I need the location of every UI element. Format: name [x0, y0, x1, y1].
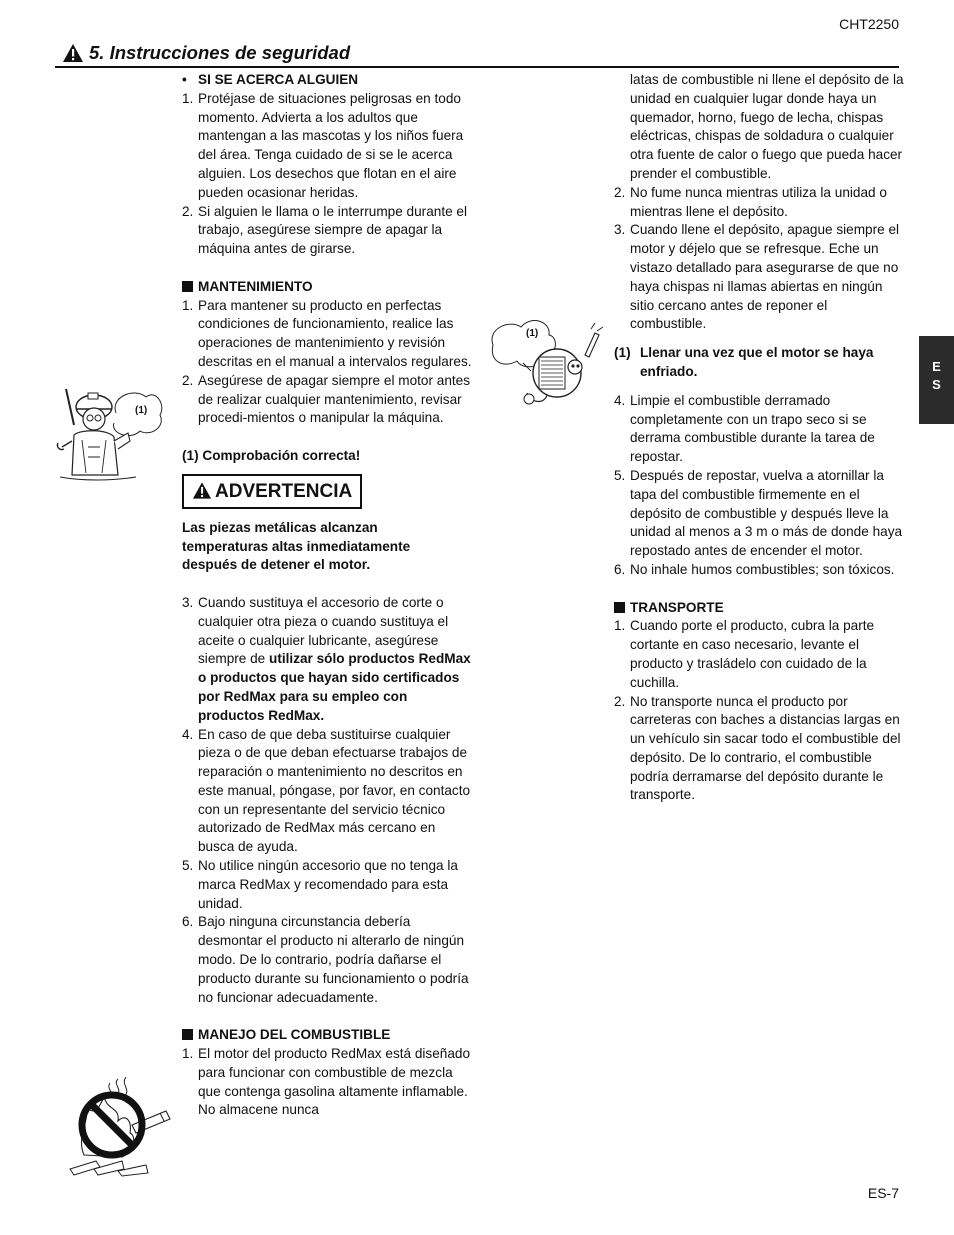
list-item: 1. Cuando porte el producto, cubra la parte cortante en caso necesario, levante el producto y trasládelo con cuidado de la cuchilla.	[614, 618, 875, 690]
fuel-list-a	[614, 184, 904, 334]
warning-title: ADVERTENCIA	[215, 480, 353, 502]
list-item: 1. Protéjase de situaciones peligrosas en todo momento. Advierta a los adultos que mantengan a las mascotas y los niños fuera del área. Tenga cuidado de si se le acerca alguien. Los desechos que flotan en el aire pueden ocasionar heridas.	[182, 90, 464, 200]
list-item: 4. Limpie el combustible derramado completamente con un trapo seco si se derrama combustible durante la tarea de repostar.	[614, 392, 875, 465]
language-tab	[919, 336, 954, 424]
list-item: 2. No transporte nunca el producto por carreteras con baches a distancias largas en un vehículo sin sacar todo el combustible del depósito. De lo contrario, el combustible podría derramarse del depósito durante le transporte.	[614, 693, 901, 803]
figure-label: (1)	[526, 328, 539, 339]
figure-label: (1)	[135, 405, 148, 416]
square-bullet-icon	[182, 1029, 193, 1040]
engine-figure-icon	[487, 315, 605, 410]
worker-illustration	[52, 385, 164, 485]
left-column	[182, 71, 472, 1120]
maintenance-list	[182, 297, 472, 429]
transport-heading: TRANSPORTE	[614, 599, 904, 618]
worker-figure-icon	[52, 385, 164, 485]
language-tab-letter: S	[932, 377, 941, 392]
square-bullet-icon	[614, 602, 625, 613]
fuel-heading: MANEJO DEL COMBUSTIBLE	[182, 1026, 472, 1045]
list-item: 1. Para mantener su producto en perfectas condiciones de funcionamiento, realice las operaciones de mantenimiento y revisión descritas en el manual a intervalos regulares.	[182, 297, 472, 369]
list-item: 2. Si alguien le llama o le interrumpe durante el trabajo, asegúrese siempre de apagar la máquina antes de girarse.	[182, 203, 468, 257]
approach-heading: • SI SE ACERCA ALGUIEN	[182, 71, 472, 90]
no-fire-illustration	[66, 1077, 174, 1177]
list-item: 4. En caso de que deba sustituirse cualquier pieza o de que deban efectuarse trabajos de reparación o mantenimiento no descritos en este manual, póngase, por favor, en contacto con un representante del servicio técnico autorizado de RedMax más cercano en busca de ayuda.	[182, 726, 471, 855]
page-number: ES-7	[867, 1185, 899, 1201]
figure-caption: (1) Llenar una vez que el motor se haya enfriado.	[614, 345, 874, 379]
list-item: 6. No inhale humos combustibles; son tóxicos.	[614, 561, 895, 577]
warning-triangle-icon	[192, 481, 212, 500]
right-column	[614, 71, 904, 805]
no-smoking-icon	[66, 1077, 174, 1177]
list-item: 5. No utilice ningún accesorio que no tenga la marca RedMax y recomendado para esta unidad.	[182, 858, 458, 911]
section-header	[55, 40, 899, 68]
maintenance-heading: MANTENIMIENTO	[182, 278, 472, 297]
warning-triangle-icon	[62, 43, 84, 63]
list-item: 3. Cuando sustituya el accesorio de corte o cualquier otra pieza o cuando sustituya el aceite o cualquier lubricante, asegúrese siempre de utilizar sólo productos RedMax o productos que hayan sido certificados por RedMax para su empleo con productos RedMax.	[182, 594, 471, 723]
maintenance-list-continued	[182, 594, 472, 1008]
model-code: CHT2250	[839, 16, 899, 32]
engine-illustration	[487, 315, 605, 410]
list-item: 5. Después de repostar, vuelva a atornillar la tapa del combustible firmemente en el depósito de combustible y después lleve la unidad al menos a 3 m o más de donde haya repostado antes de encender el motor.	[614, 467, 903, 559]
figure-caption: (1) Comprobación correcta!	[182, 447, 361, 463]
list-item: 2. No fume nunca mientras utiliza la unidad o mientras llene el depósito.	[614, 184, 887, 219]
transport-list	[614, 617, 904, 805]
fuel-list-b	[614, 392, 904, 580]
language-tab-letter: E	[932, 359, 941, 374]
list-item: 6. Bajo ninguna circunstancia debería desmontar el producto ni alterarlo de ningún modo. De lo contrario, podría dañarse el producto durante su funcionamiento o podría no funcionar adecuadamente.	[182, 914, 469, 1005]
bullet-icon: •	[182, 72, 187, 87]
list-item: 1. El motor del producto RedMax está diseñado para funcionar con combustible de mezcla que contenga gasolina altamente inflamable. No almacene nunca	[182, 1046, 471, 1118]
list-item: 2. Asegúrese de apagar siempre el motor antes de realizar cualquier mantenimiento, revisar procedi-mientos o manipular la máquina.	[182, 372, 471, 426]
fuel-item-continued: latas de combustible ni llene el depósito de la unidad en cualquier lugar donde haya un quemador, horno, fuego de lecha, chispas eléctricas, chispas de soldadura o cualquier otra fuente de calor o fuego que pueda hacer prender el combustible.	[630, 72, 904, 181]
approach-list	[182, 90, 472, 259]
warning-text: Las piezas metálicas alcanzan temperaturas altas inmediatamente después de detener el motor.	[182, 519, 411, 573]
square-bullet-icon	[182, 281, 193, 292]
fuel-list	[182, 1045, 472, 1120]
list-item: 3. Cuando llene el depósito, apague siempre el motor y déjelo que se refresque. Eche un vistazo detallado para asegurarse de que no haya chispas ni llamas abiertas en ningún sitio cercano antes de reponer el combustible.	[614, 222, 900, 332]
warning-box	[182, 474, 362, 509]
section-title: 5. Instrucciones de seguridad	[89, 42, 351, 63]
